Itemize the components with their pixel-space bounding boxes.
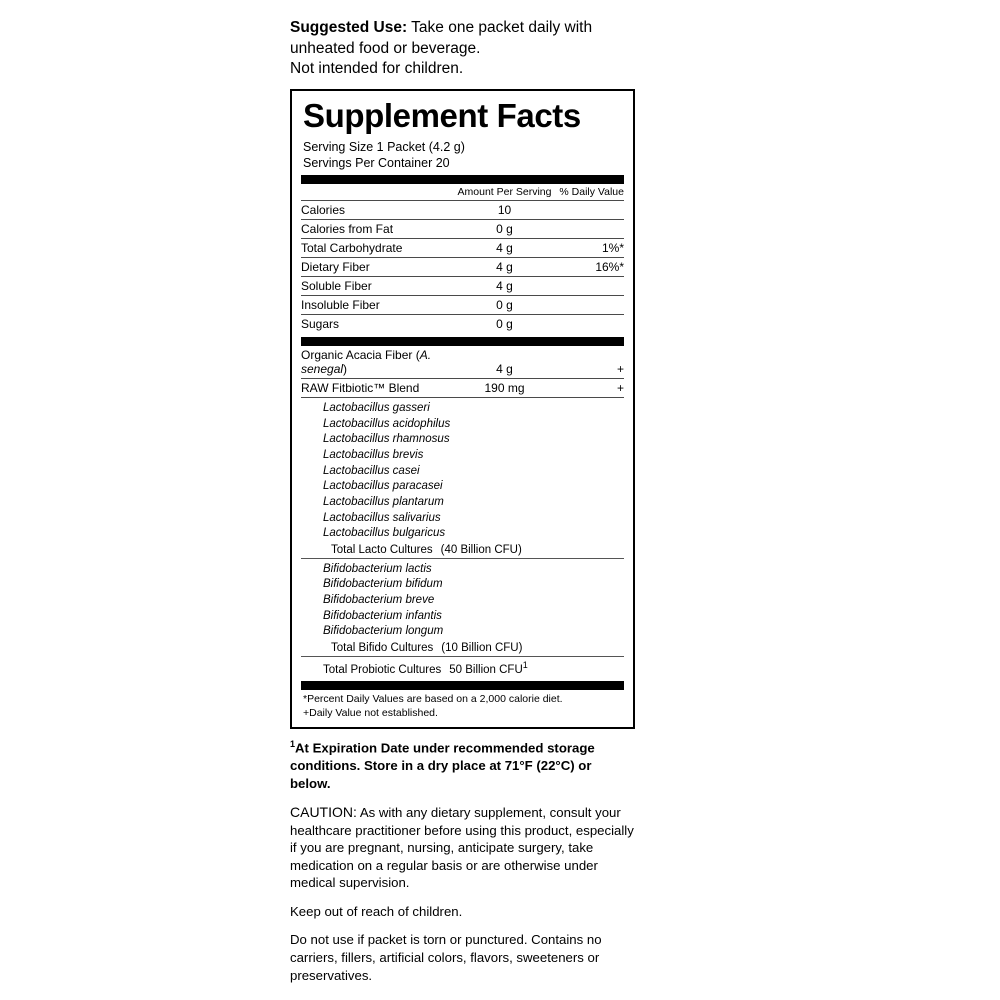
list-item: Lactobacillus acidophilus <box>323 417 451 430</box>
table-row <box>301 296 624 315</box>
divider-thick-mid <box>301 337 624 346</box>
row-dv <box>552 220 624 239</box>
acacia-name-pre: Organic Acacia Fiber ( <box>301 348 420 363</box>
header-amount: Amount Per Serving <box>457 184 552 201</box>
storage-note <box>290 739 635 792</box>
supplement-label <box>290 18 635 995</box>
row-amount: 4 g <box>457 258 552 277</box>
row-name: Soluble Fiber <box>301 277 457 296</box>
row-amount: 4 g <box>457 277 552 296</box>
row-name: Sugars <box>301 317 340 332</box>
header-daily-value: % Daily Value <box>552 184 624 201</box>
bottom-copy <box>290 739 635 984</box>
probiotic-total-label: Total Probiotic Cultures <box>323 663 442 676</box>
suggested-use-block <box>290 18 635 80</box>
bifido-strain-list <box>301 559 624 640</box>
bifido-total-label: Total Bifido Cultures <box>331 641 434 654</box>
panel-title: Supplement Facts <box>303 96 581 134</box>
list-item: Lactobacillus rhamnosus <box>323 433 450 446</box>
acacia-name-post: ) <box>343 362 348 377</box>
list-item: Lactobacillus gasseri <box>323 402 430 415</box>
row-name: Insoluble Fiber <box>301 296 457 315</box>
row-dv: 16%* <box>552 258 624 277</box>
caution-text: As with any dietary supplement, consult your healthcare practitioner before using this product, especially if you are pregnant, nursing, anticipate surgery, take medication on a regular basis or are otherwise under medical supervision. <box>290 805 634 891</box>
keep-out-note: Keep out of reach of children. <box>290 903 463 919</box>
list-item: Bifidobacterium breve <box>323 594 435 607</box>
row-amount: 0 g <box>457 220 552 239</box>
table-row <box>301 258 624 277</box>
table-row <box>301 315 624 334</box>
row-dv: 1%* <box>552 239 624 258</box>
acacia-amount: 4 g <box>457 346 552 379</box>
row-dv <box>552 315 624 334</box>
row-amount: 0 g <box>457 296 552 315</box>
bifido-total-value: (10 Billion CFU) <box>441 641 523 654</box>
row-name: Calories from Fat <box>301 220 457 239</box>
divider-thick-top <box>301 175 624 184</box>
list-item: Lactobacillus salivarius <box>323 511 441 524</box>
acacia-name-italic: A. senegal <box>301 348 432 377</box>
blend-table <box>301 346 624 398</box>
storage-text: At Expiration Date under recommended storage conditions. Store in a dry place at 71°F (22°C) or below. <box>290 740 595 791</box>
table-row <box>301 239 624 258</box>
serving-size: Serving Size 1 Packet (4.2 g) <box>303 140 465 155</box>
blend-name: RAW Fitbiotic™ Blend <box>301 379 457 398</box>
list-item: Lactobacillus casei <box>323 464 420 477</box>
lacto-total-value: (40 Billion CFU) <box>440 543 522 556</box>
list-item: Bifidobacterium longum <box>323 625 444 638</box>
row-dv <box>552 277 624 296</box>
acacia-name <box>301 346 457 379</box>
lacto-total <box>301 542 624 558</box>
suggested-use-line3: Not intended for children. <box>290 60 464 78</box>
caution-label: CAUTION: <box>290 804 357 821</box>
list-item: Lactobacillus bulgaricus <box>323 527 446 540</box>
row-name: Dietary Fiber <box>301 258 457 277</box>
list-item: Lactobacillus brevis <box>323 449 424 462</box>
row-dv <box>552 201 624 220</box>
probiotic-total-sup: 1 <box>522 659 528 670</box>
probiotic-total <box>301 657 624 679</box>
table-row <box>301 201 624 220</box>
caution-note <box>290 803 635 892</box>
do-not-use-note: Do not use if packet is torn or punctured. Contains no carriers, fillers, artificial colors, flavors, sweeteners or preservatives. <box>290 932 602 983</box>
divider-thick-bottom <box>301 681 624 690</box>
list-item: Bifidobacterium infantis <box>323 609 442 622</box>
blend-amount: 190 mg <box>457 379 552 398</box>
lacto-strain-list <box>301 398 624 542</box>
row-amount: 4 g <box>457 239 552 258</box>
row-name: Total Carbohydrate <box>301 239 457 258</box>
footnote-daily-values: *Percent Daily Values are based on a 2,000 calorie diet. <box>303 692 563 705</box>
list-item: Lactobacillus paracasei <box>323 480 443 493</box>
blend-dv: + <box>552 379 624 398</box>
facts-header-row <box>301 184 624 201</box>
table-row-acacia <box>301 346 624 379</box>
table-row <box>301 277 624 296</box>
storage-sup: 1 <box>290 739 296 750</box>
acacia-dv: + <box>552 346 624 379</box>
header-blank <box>301 184 457 201</box>
list-item: Bifidobacterium lactis <box>323 562 432 575</box>
row-amount: 0 g <box>496 317 513 332</box>
table-row <box>301 220 624 239</box>
suggested-use-text: Take one packet daily with unheated food or beverage. <box>290 19 593 57</box>
list-item: Lactobacillus plantarum <box>323 495 444 508</box>
lacto-total-label: Total Lacto Cultures <box>331 543 433 556</box>
supplement-facts-panel <box>290 89 635 729</box>
footnote-dv-not-established: +Daily Value not established. <box>303 707 438 720</box>
serving-info <box>303 140 624 171</box>
probiotic-total-value: 50 Billion CFU <box>449 663 523 676</box>
servings-per-container: Servings Per Container 20 <box>303 155 450 170</box>
row-name: Calories <box>301 201 457 220</box>
suggested-use-label: Suggested Use: <box>290 19 408 36</box>
row-dv <box>552 296 624 315</box>
list-item: Bifidobacterium bifidum <box>323 578 443 591</box>
facts-table <box>301 184 624 333</box>
row-amount: 10 <box>457 201 552 220</box>
table-row-blend <box>301 379 624 398</box>
bifido-total <box>301 640 624 656</box>
